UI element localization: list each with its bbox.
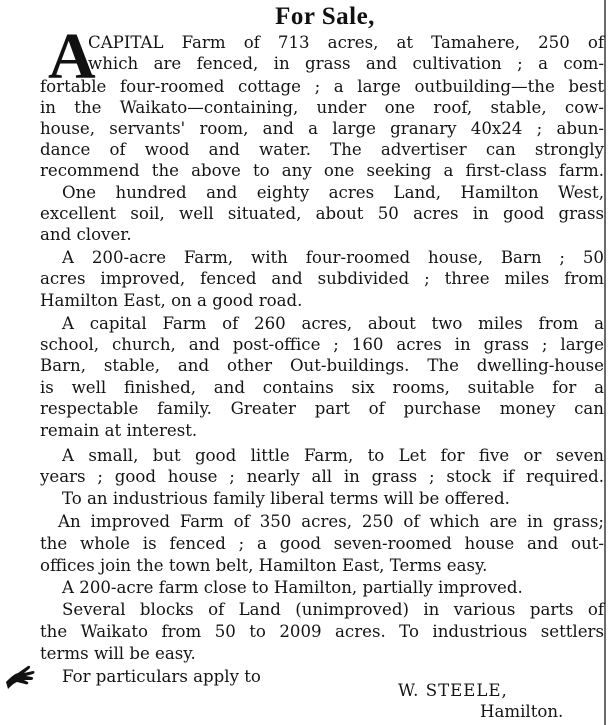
text-line: the whole is fenced ; a good seven-roomed house and out-	[40, 534, 604, 553]
pointing-hand-icon	[2, 652, 42, 692]
text-line: and clover.	[40, 225, 132, 244]
advert-title: For Sale,	[275, 3, 375, 30]
text-line: respectable family. Greater part of purchase money can	[40, 399, 604, 418]
text-line: in the Waikato—containing, under one roof, stable, cow-	[40, 98, 604, 117]
text-line: One hundred and eighty acres Land, Hamilton West,	[62, 183, 604, 202]
text-line: offices join the town belt, Hamilton East, Terms easy.	[40, 556, 488, 575]
signature-place: Hamilton.	[480, 702, 564, 721]
text-line: is well finished, and contains six rooms, suitable for a	[40, 378, 604, 397]
text-line: acres improved, fenced and subdivided ; three miles from	[40, 269, 604, 288]
text-line: house, servants' room, and a large granary 40x24 ; abun-	[40, 119, 604, 138]
column-rule	[604, 0, 606, 725]
text-line: which are fenced, in grass and cultivation ; a com-	[88, 54, 604, 73]
text-line: A 200-acre farm close to Hamilton, partially improved.	[62, 578, 523, 597]
signature-name: W. STEELE,	[398, 681, 508, 700]
text-line: To an industrious family liberal terms will be offered.	[62, 489, 510, 508]
contact-line: For particulars apply to	[62, 667, 261, 686]
text-line: Hamilton East, on a good road.	[40, 291, 303, 310]
text-line: terms will be easy.	[40, 644, 196, 663]
text-line: dance of wood and water. The advertiser can strongly	[40, 140, 604, 159]
text-line: A small, but good little Farm, to Let for five or seven	[62, 446, 604, 465]
text-line: fortable four-roomed cottage ; a large outbuilding—the best	[40, 77, 604, 96]
text-line: A capital Farm of 260 acres, about two miles from a	[62, 314, 604, 333]
text-line: the Waikato from 50 to 2009 acres. To industrious settlers	[40, 622, 604, 641]
text-line: Barn, stable, and other Out-buildings. The dwelling-house	[40, 356, 604, 375]
text-line: remain at interest.	[40, 421, 198, 440]
text-line: An improved Farm of 350 acres, 250 of which are in grass;	[58, 512, 604, 531]
text-line: CAPITAL Farm of 713 acres, at Tamahere, 250 of	[88, 33, 604, 52]
text-line: years ; good house ; nearly all in grass ; stock if required.	[40, 467, 604, 486]
text-line: excellent soil, well situated, about 50 acres in good grass	[40, 204, 604, 223]
drop-cap-letter: A	[48, 20, 96, 93]
text-line: A 200-acre Farm, with four-roomed house, Barn ; 50	[62, 248, 604, 267]
text-line: recommend the above to any one seeking a first-class farm.	[40, 161, 604, 180]
text-line: Several blocks of Land (unimproved) in various parts of	[62, 600, 604, 619]
text-line: school, church, and post-office ; 160 acres in grass ; large	[40, 335, 604, 354]
